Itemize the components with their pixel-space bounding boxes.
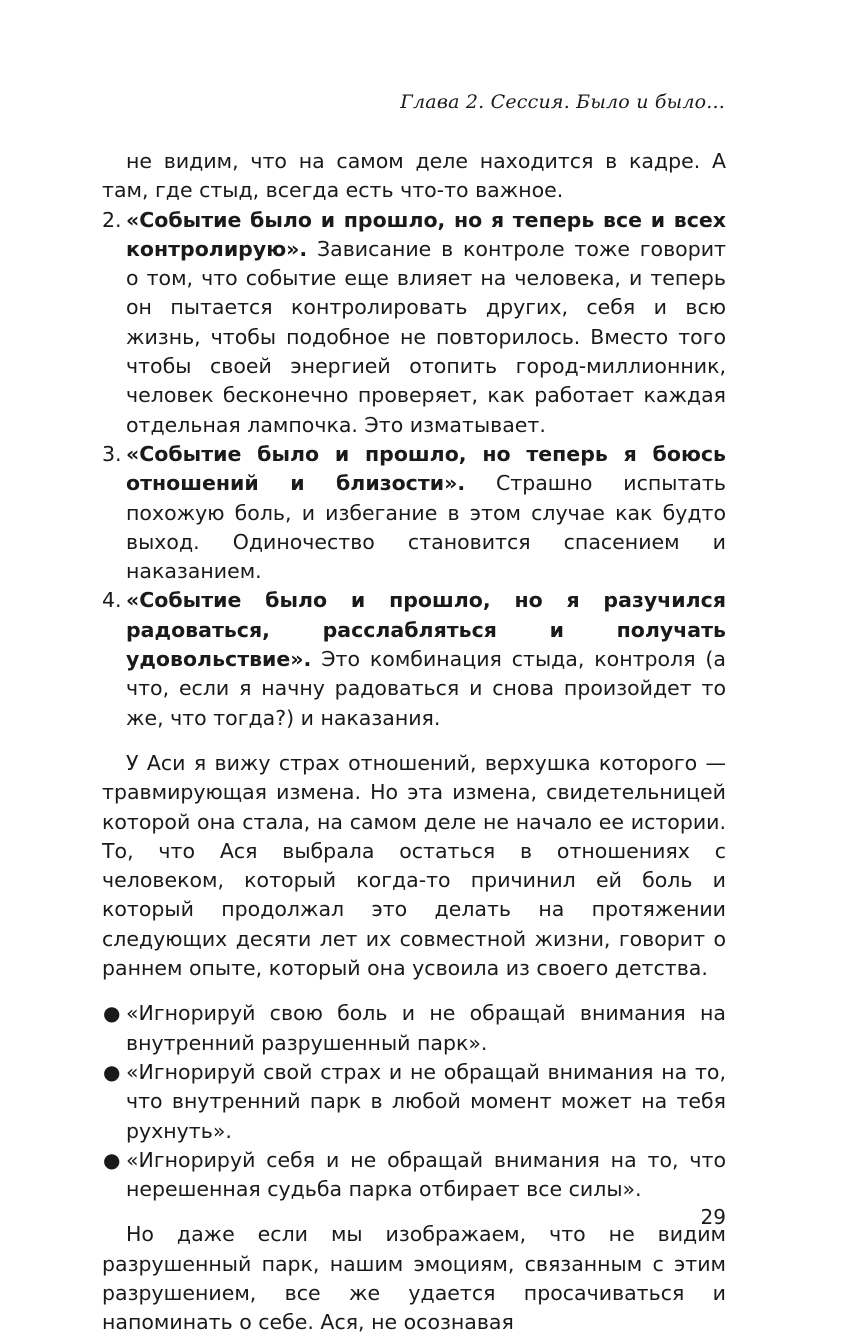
body-paragraph: У Аси я вижу страх отношений, верхушка которого — травмирующая измена. Но эта измена, свидетельницей которой она стала, на самом деле не начало ее истории. То, что Ася выбрала остаться в отношениях с человеком, который когда-то причинил ей боль и который продолжал это делать на протяжении следующих десяти лет их совместной жизни, говорит о раннем опыте, который она усвоила из своего детства. — [102, 750, 726, 981]
item-bold-quote: «Событие было и прошло, но я разучился радоваться, расслабляться и получать удовольствие». — [126, 588, 726, 672]
bullet-icon: ● — [103, 1059, 121, 1084]
continuation-paragraph: не видим, что на самом деле находится в кадре. А там, где стыд, всегда есть что-то важное. — [102, 149, 726, 203]
bullet-item — [102, 999, 726, 1058]
item-text: Зависание в контроле тоже говорит о том, что событие еще влияет на человека, и теперь он пытается контролировать других, себя и всю жизнь, чтобы подобное не повторилось. Вместо того чтобы своей энергией отопить город-миллионник, человек бесконечно проверяет, как работает каждая отдельная лампочка. Это изматывает. — [126, 236, 726, 437]
numbered-item — [102, 440, 726, 586]
item-number: 3. — [102, 441, 122, 466]
item-bold-quote: «Событие было и прошло, но я теперь все и всех контролирую». — [126, 207, 726, 261]
item-text: Это комбинация стыда, контроля (а что, если я начну радоваться и снова произойдет то же, что тогда?) и наказания. — [126, 647, 726, 730]
page-number: 29 — [700, 1205, 726, 1229]
bullet-icon: ● — [103, 1001, 121, 1026]
body-paragraph: Но даже если мы изображаем, что не видим разрушенный парк, нашим эмоциям, связанным с этим разрушением, все же удается просачиваться и напоминать о себе. Ася, не осознавая — [102, 1222, 726, 1335]
bullet-text: «Игнорируй себя и не обращай внимания на то, что нерешенная судьба парка отбирает все силы». — [126, 1147, 726, 1202]
numbered-item — [102, 206, 726, 440]
item-number: 2. — [102, 207, 122, 232]
running-head: Глава 2. Сессия. Было и было... — [400, 91, 725, 113]
bullet-text: «Игнорируй свой страх и не обращай внимания на то, что внутренний парк в любой момент может на тебя рухнуть». — [126, 1059, 726, 1143]
page-body — [102, 147, 726, 1338]
bullet-icon: ● — [103, 1147, 121, 1172]
bullet-item — [102, 1146, 726, 1205]
item-number: 4. — [102, 588, 122, 613]
item-text: Страшно испытать похожую боль, и избегание в этом случае как будто выход. Одиночество становится спасением и наказанием. — [126, 471, 726, 584]
bullet-list — [102, 999, 726, 1204]
item-bold-quote: «Событие было и прошло, но теперь я боюсь отношений и близости». — [126, 441, 726, 496]
numbered-item — [102, 586, 726, 732]
numbered-list — [102, 206, 726, 733]
bullet-text: «Игнорируй свою боль и не обращай внимания на внутренний разрушенный парк». — [126, 1001, 726, 1055]
bullet-item — [102, 1058, 726, 1146]
